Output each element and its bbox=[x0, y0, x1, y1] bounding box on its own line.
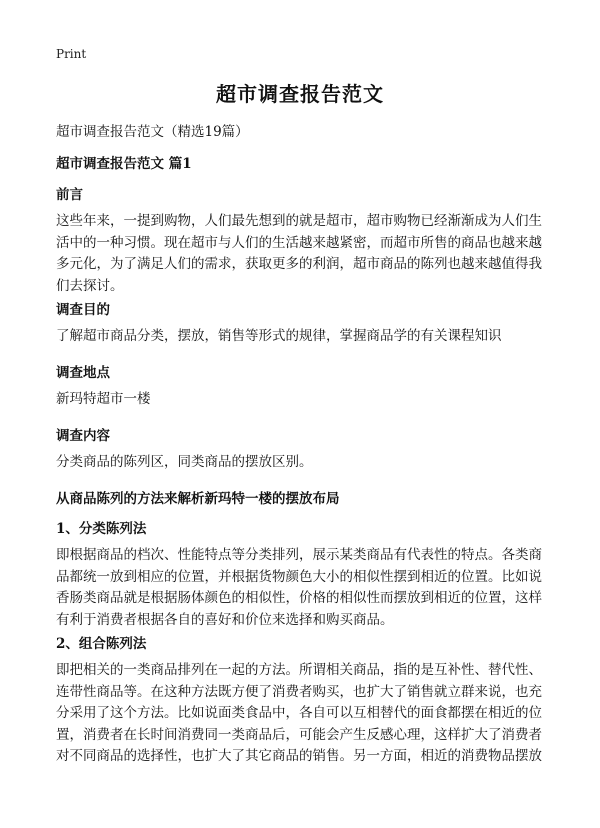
method1-line: 有利于消费者根据各自的喜好和价位来选择和购买商品。 bbox=[56, 611, 394, 628]
foreword-line: 多元化，为了满足人们的需求，获取更多的利润，超市商品的陈列也越来越值得我 bbox=[56, 256, 542, 272]
location-paragraph bbox=[56, 389, 548, 411]
foreword-line: 这些年来，一提到购物，人们最先想到的就是超市，超市购物已经渐渐成为人们生 bbox=[56, 213, 542, 229]
content-paragraph bbox=[56, 452, 548, 474]
purpose-heading: 调查目的 bbox=[56, 302, 110, 318]
print-label[interactable]: Print bbox=[56, 47, 87, 61]
method1-line: 即根据商品的档次、性能特点等分类排列，展示某类商品有代表性的特点。各类商 bbox=[56, 547, 542, 563]
method2-line: 连带性商品等。在这种方法既方便了消费者购买，也扩大了销售就立群来说，也充 bbox=[56, 683, 542, 700]
method1-line: 品都统一放到相应的位置，并根据货物颜色大小的相似性摆到相近的位置。比如说 bbox=[56, 568, 542, 585]
method1-heading: 1、分类陈列法 bbox=[56, 521, 147, 537]
location-heading: 调查地点 bbox=[56, 365, 110, 381]
analysis-heading: 从商品陈列的方法来解析新玛特一楼的摆放布局 bbox=[56, 491, 340, 507]
method2-line: 分采用了这个方法。比如说面类食品中，各自可以互相替代的面食都摆在相近的位 bbox=[56, 705, 542, 721]
location-line: 新玛特超市一楼 bbox=[56, 391, 151, 407]
method2-heading: 2、组合陈列法 bbox=[56, 636, 147, 652]
page-title: 超市调查报告范文 bbox=[216, 82, 384, 106]
method2-line: 对不同商品的选择性，也扩大了其它商品的销售。另一方面，相近的消费物品摆放 bbox=[56, 748, 542, 764]
method2-line: 置，消费者在长时间消费同一类商品后，可能会产生反感心理，这样扩大了消费者 bbox=[56, 726, 542, 743]
purpose-line: 了解超市商品分类，摆放，销售等形式的规律，掌握商品学的有关课程知识 bbox=[56, 328, 502, 344]
section-title: 超市调查报告范文 篇1 bbox=[56, 156, 192, 172]
purpose-paragraph bbox=[56, 326, 548, 348]
document-subtitle: 超市调查报告范文（精选19篇） bbox=[56, 124, 249, 140]
method2-paragraph bbox=[56, 660, 548, 768]
method1-paragraph bbox=[56, 545, 548, 631]
foreword-heading: 前言 bbox=[56, 187, 83, 203]
method2-line: 即把相关的一类商品排列在一起的方法。所谓相关商品，指的是互补性、替代性、 bbox=[56, 662, 542, 678]
content-heading: 调查内容 bbox=[56, 428, 110, 444]
method1-line: 香肠类商品就是根据肠体颜色的相似性，价格的相似性而摆放到相近的位置，这样 bbox=[56, 590, 542, 606]
foreword-line: 们去探讨。 bbox=[56, 277, 124, 294]
foreword-line: 活中的一种习惯。现在超市与人们的生活越来越紧密，而超市所售的商品也越来越 bbox=[56, 234, 542, 251]
foreword-paragraph bbox=[56, 211, 548, 297]
content-line: 分类商品的陈列区，同类商品的摆放区别。 bbox=[56, 454, 313, 470]
